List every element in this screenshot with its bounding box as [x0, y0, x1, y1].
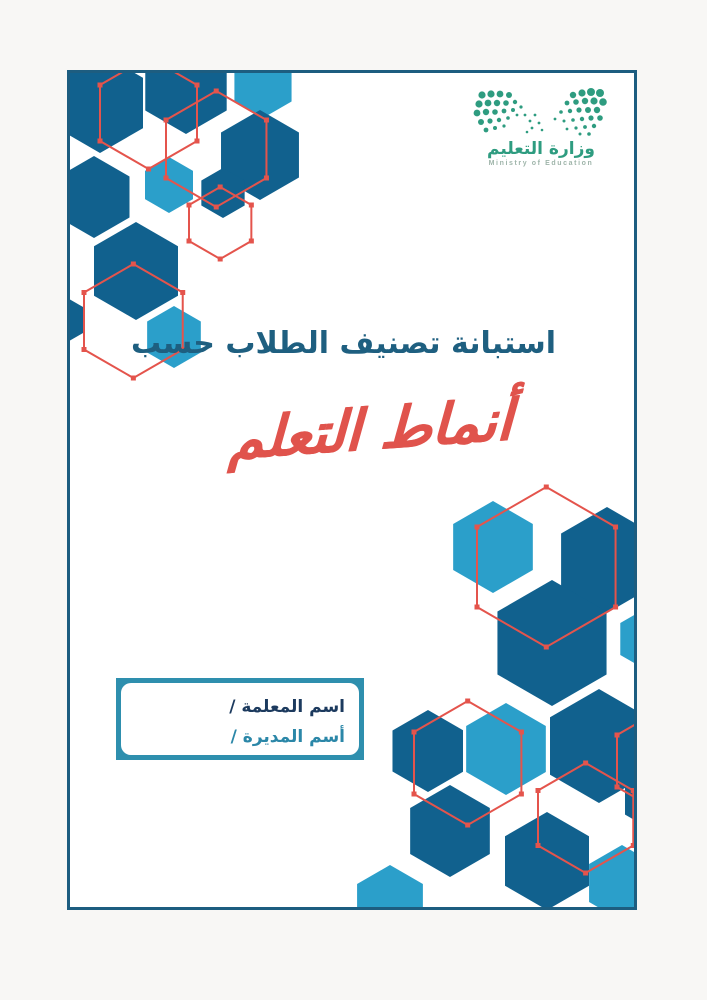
cover-title: استبانة تصنيف الطلاب حسب: [131, 326, 556, 361]
hexagon-outline-decoration: [473, 483, 620, 651]
ministry-of-education-logo: [470, 85, 612, 177]
principal-name-label: أسم المديرة /: [230, 727, 345, 747]
hexagon-outline-decoration: [185, 183, 255, 263]
hexagon-outline-decoration: [80, 260, 187, 382]
names-box: [116, 678, 364, 760]
teacher-name-label: اسم المعلمة /: [229, 697, 345, 717]
logo-dots-emblem-icon: [472, 85, 610, 139]
names-box-inner: [119, 681, 361, 757]
cover-subtitle-calligraphy: أنماط التعلم: [227, 387, 513, 474]
hexagon-outline-decoration: [613, 705, 637, 817]
hexagon-decoration: [620, 607, 637, 671]
page-frame: [67, 70, 637, 910]
logo-wordmark: وزارة التعليم: [487, 139, 595, 159]
hexagon-decoration: [357, 865, 423, 910]
logo-subtitle: Ministry of Education: [488, 160, 594, 167]
hexagon-outline-decoration: [410, 697, 525, 829]
